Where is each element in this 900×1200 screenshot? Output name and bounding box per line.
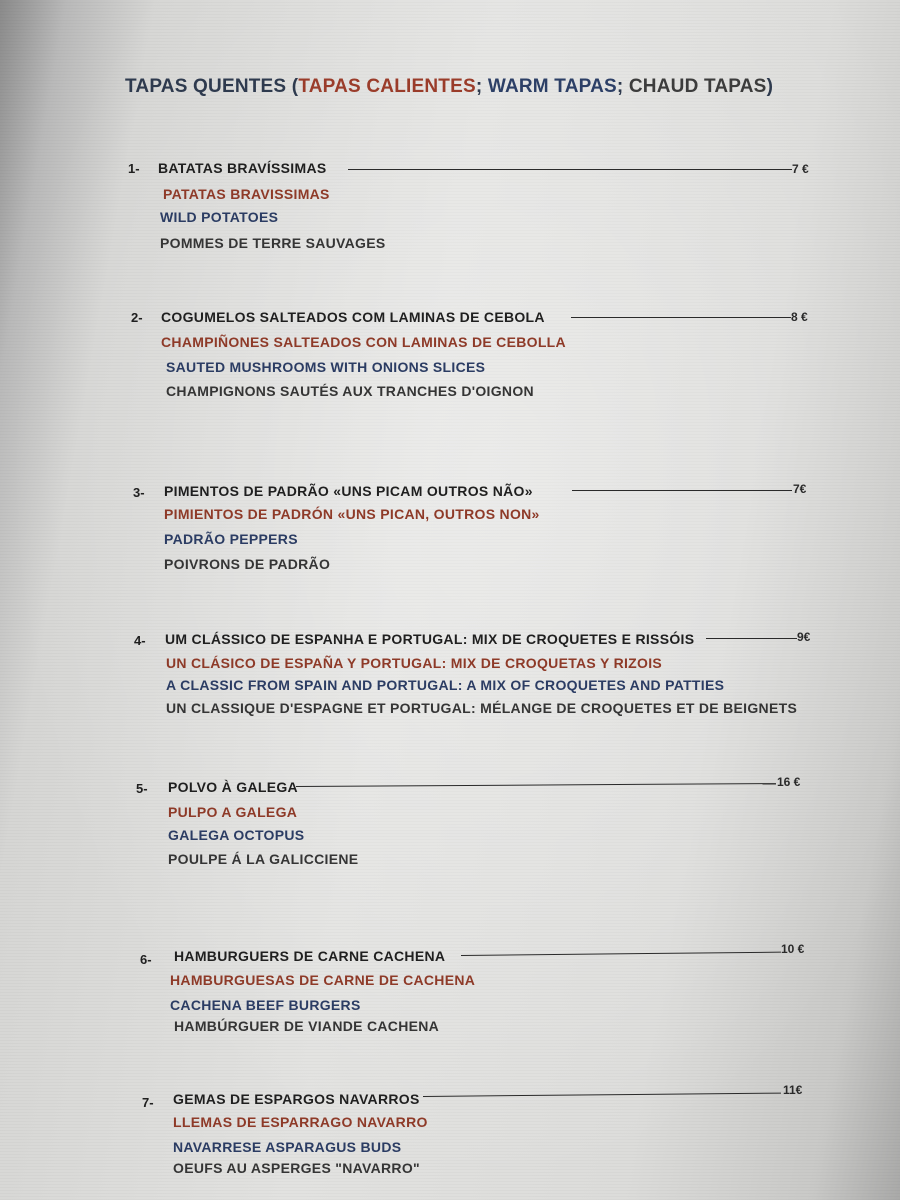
item-name-spanish: PIMIENTOS DE PADRÓN «UNS PICAN, OUTROS NON» xyxy=(164,506,540,522)
item-name-spanish: HAMBURGUESAS DE CARNE DE CACHENA xyxy=(170,972,476,988)
item-name-portuguese: GEMAS DE ESPARGOS NAVARROS xyxy=(173,1091,420,1107)
item-name-english: GALEGA OCTOPUS xyxy=(168,827,305,843)
page-title xyxy=(125,76,773,98)
title-separator: ; xyxy=(475,76,488,97)
item-name-french: UN CLASSIQUE D'ESPAGNE ET PORTUGAL: MÉLANGE DE CROQUETES ET DE BEIGNETS xyxy=(166,700,798,716)
item-name-french: POMMES DE TERRE SAUVAGES xyxy=(160,235,386,251)
title-separator: ; xyxy=(616,76,629,97)
title-english: WARM TAPAS xyxy=(487,76,617,97)
item-name-french: POIVRONS DE PADRÃO xyxy=(164,556,331,572)
item-price: 8 € xyxy=(791,310,808,324)
price-leader-line xyxy=(296,783,776,787)
item-name-english: CACHENA BEEF BURGERS xyxy=(170,997,361,1013)
item-name-english: SAUTED MUSHROOMS WITH ONIONS SLICES xyxy=(166,359,486,375)
item-name-french: HAMBÚRGUER DE VIANDE CACHENA xyxy=(174,1018,440,1034)
item-name-spanish: PATATAS BRAVISSIMAS xyxy=(163,186,330,202)
item-name-french: POULPE Á LA GALICCIENE xyxy=(168,851,359,867)
title-french: CHAUD TAPAS xyxy=(628,76,767,97)
item-name-english: A CLASSIC FROM SPAIN AND PORTUGAL: A MIX OF CROQUETES AND PATTIES xyxy=(166,677,725,693)
item-price: 9€ xyxy=(797,630,811,644)
item-name-portuguese: BATATAS BRAVÍSSIMAS xyxy=(158,160,327,176)
price-leader-line xyxy=(571,317,791,318)
item-price: 16 € xyxy=(777,775,801,789)
item-name-portuguese: POLVO À GALEGA xyxy=(168,779,298,795)
item-price: 11€ xyxy=(783,1083,803,1097)
item-name-spanish: UN CLÁSICO DE ESPAÑA Y PORTUGAL: MIX DE CROQUETAS Y RIZOIS xyxy=(166,655,663,671)
item-price: 10 € xyxy=(781,942,805,956)
item-number: 6- xyxy=(140,952,152,967)
item-name-french: CHAMPIGNONS SAUTÉS AUX TRANCHES D'OIGNON xyxy=(166,383,534,399)
item-name-portuguese: PIMENTOS DE PADRÃO «UNS PICAM OUTROS NÃO» xyxy=(164,483,533,499)
item-name-spanish: PULPO A GALEGA xyxy=(168,804,298,820)
title-close-paren: ) xyxy=(766,76,774,97)
item-name-portuguese: COGUMELOS SALTEADOS COM LAMINAS DE CEBOLA xyxy=(161,309,545,325)
item-name-spanish: CHAMPIÑONES SALTEADOS CON LAMINAS DE CEBOLLA xyxy=(161,334,566,350)
item-name-spanish: LLEMAS DE ESPARRAGO NAVARRO xyxy=(173,1114,428,1130)
item-name-english: WILD POTATOES xyxy=(160,209,279,225)
item-price: 7€ xyxy=(793,482,807,496)
title-spanish: TAPAS CALIENTES xyxy=(298,76,476,97)
item-name-english: NAVARRESE ASPARAGUS BUDS xyxy=(173,1139,402,1155)
item-number: 4- xyxy=(134,633,146,648)
price-leader-line xyxy=(461,952,781,956)
item-name-portuguese: UM CLÁSSICO DE ESPANHA E PORTUGAL: MIX DE CROQUETES E RISSÓIS xyxy=(165,631,695,647)
item-name-french: OEUFS AU ASPERGES "NAVARRO" xyxy=(173,1160,420,1176)
item-number: 5- xyxy=(136,781,148,796)
price-leader-line xyxy=(423,1093,781,1097)
item-number: 3- xyxy=(133,485,145,500)
price-leader-line xyxy=(348,169,792,170)
item-name-portuguese: HAMBURGUERS DE CARNE CACHENA xyxy=(174,948,446,964)
item-price: 7 € xyxy=(792,162,809,176)
title-portuguese: TAPAS QUENTES ( xyxy=(125,76,299,97)
item-name-english: PADRÃO PEPPERS xyxy=(164,531,298,547)
item-number: 1- xyxy=(128,161,140,176)
price-leader-line xyxy=(706,638,797,639)
item-number: 2- xyxy=(131,310,143,325)
item-number: 7- xyxy=(142,1095,154,1110)
price-leader-line xyxy=(572,490,792,491)
